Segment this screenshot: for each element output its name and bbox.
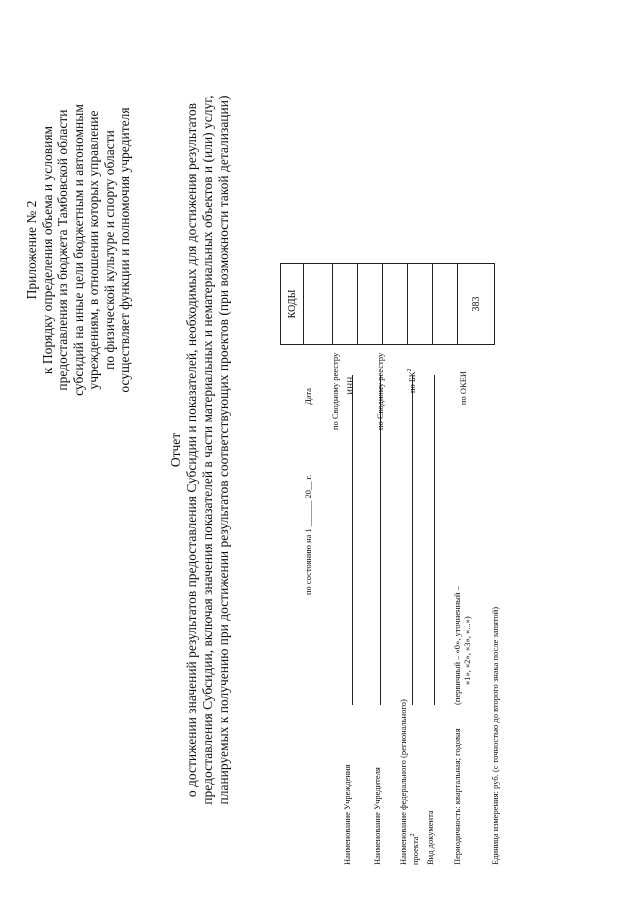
report-title-line: о достижении значений результатов предоставления Субсидии и показателей, необходимых для достижения результатов: [184, 102, 199, 798]
appendix-line: Приложение № 2: [24, 200, 39, 300]
report-heading: Отчет: [168, 432, 183, 468]
table-row: [333, 264, 358, 345]
label-inn: ИНН: [345, 376, 355, 395]
doc-type-hint-1: (первичный – «0», уточненный –: [452, 586, 462, 705]
label-federal-project: Наименование федерального (регионального): [398, 699, 408, 865]
appendix-line: к Порядку определения объема и условиям: [39, 125, 55, 375]
code-cell-okei: 383: [458, 264, 495, 345]
label-bk-text: по БК: [406, 371, 417, 393]
doc-type-field[interactable]: [434, 375, 435, 705]
report-title-line: предоставления Субсидии, включая значения показателей в части материальных и нематериальных объектов и (или) услуг,: [200, 95, 215, 805]
appendix-line: осуществляет функции и полномочия учредителя: [117, 107, 132, 393]
appendix-line: субсидий на иные цели бюджетным и автономным: [70, 104, 86, 396]
label-okei: по ОКЕИ: [458, 370, 468, 405]
label-federal-project-cont: [408, 833, 420, 865]
code-cell-svod-2[interactable]: [383, 264, 408, 345]
label-date: Дата: [303, 388, 313, 405]
table-row: [304, 264, 333, 345]
federal-project-field[interactable]: [412, 375, 413, 705]
label-doc-type: Вид документа: [425, 810, 435, 865]
appendix-line: по физической культуре и спорту области: [101, 130, 117, 370]
label-institution: Наименование Учреждения: [342, 764, 352, 865]
label-bk: [405, 369, 417, 393]
codes-header: КОДЫ: [281, 264, 304, 345]
report-title: [168, 35, 232, 865]
codes-header-row: [281, 264, 304, 345]
label-svod-reestr-1: по Сводному реестру: [330, 352, 340, 430]
report-title-line: планируемых к получению при достижении результатов соответствующих проектов (при возможности такой детализации): [216, 95, 231, 805]
doc-type-hint-2: «1», «2», «3», «...»): [462, 616, 472, 685]
label-svod-reestr-2: по Сводному реестру: [375, 352, 385, 430]
label-units: Единица измерения: руб. (с точностью до второго знака после запятой): [490, 606, 500, 865]
appendix-header: [24, 40, 133, 460]
table-row: [458, 264, 495, 345]
label-founder: Наименование Учредителя: [372, 767, 382, 865]
code-cell-doc-type[interactable]: [433, 264, 458, 345]
code-cell-date[interactable]: [304, 264, 333, 345]
label-periodicity: Периодичность: квартальная; годовая: [452, 728, 462, 865]
appendix-line: учреждениям, в отношении которых управление: [86, 110, 101, 390]
table-row: [433, 264, 458, 345]
footnote-mark: 2: [407, 368, 413, 372]
appendix-line: предоставления из бюджета Тамбовской области: [55, 109, 70, 391]
as-of-date-line: по состоянию на 1 ______ 20__ г.: [303, 474, 313, 595]
table-row: [383, 264, 408, 345]
footnote-mark: 2: [410, 833, 416, 837]
code-cell-svod-1[interactable]: [333, 264, 358, 345]
table-row: [408, 264, 433, 345]
codes-table: [280, 263, 495, 345]
code-cell-bk[interactable]: [408, 264, 433, 345]
institution-name-field[interactable]: [352, 375, 353, 705]
table-row: [358, 264, 383, 345]
label-federal-project-word: проекта: [409, 836, 420, 865]
code-cell-inn[interactable]: [358, 264, 383, 345]
